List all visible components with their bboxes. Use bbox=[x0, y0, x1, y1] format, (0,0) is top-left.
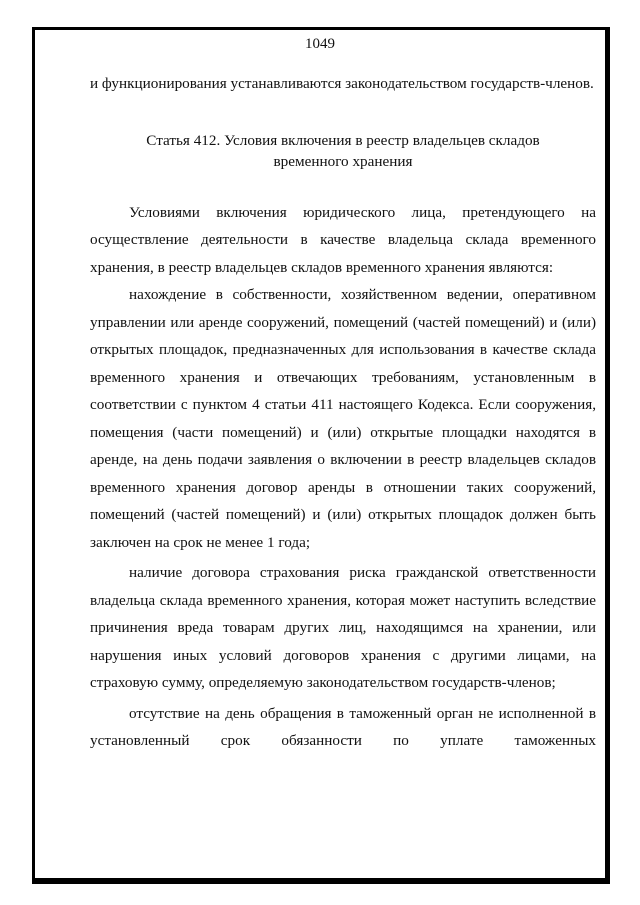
paragraph-ownership-condition: нахождение в собственности, хозяйственном ведении, оперативном управлении или аренде сооружений, помещений (частей помещений) и (или) открытых площадок, предназначенных для использования в качестве склада временного хранения и отвечающих требованиям, установленным в соответствии с пунктом 4 статьи 411 настоящего Кодекса. Если сооружения, помещения (части помещений) и (или) открытые площадки находятся в аренде, на день подачи заявления о включении в реестр владельцев складов временного хранения договор аренды в отношении таких сооружений, помещений (частей помещений) и (или) открытых площадок должен быть заключен на срок не менее 1 года; bbox=[90, 286, 596, 551]
article-heading-line-1: Статья 412. Условия включения в реестр владельцев складов bbox=[146, 131, 540, 149]
article-heading bbox=[90, 130, 596, 172]
paragraph-no-debt-condition: отсутствие на день обращения в таможенный орган не исполненной в установленный срок обязанности по уплате таможенных bbox=[90, 704, 596, 749]
page-number: 1049 bbox=[305, 36, 335, 52]
article-heading-line-2: временного хранения bbox=[273, 152, 413, 170]
paragraph-conditions-intro: Условиями включения юридического лица, претендующего на осуществление деятельности в качестве владельца склада временного хранения, в реестр владельцев складов временного хранения являются: bbox=[90, 203, 596, 276]
paragraph-continued: и функционирования устанавливаются законодательством государств-членов. bbox=[90, 75, 594, 92]
document-body bbox=[90, 70, 596, 755]
paragraph-insurance-condition: наличие договора страхования риска гражданской ответственности владельца склада временного хранения, которая может наступить вследствие причинения вреда товарам других лиц, находящимся на хранении, или нарушения иных условий договоров хранения с другими лицами, на страховую сумму, определяемую законодательством государств-членов; bbox=[90, 564, 596, 691]
